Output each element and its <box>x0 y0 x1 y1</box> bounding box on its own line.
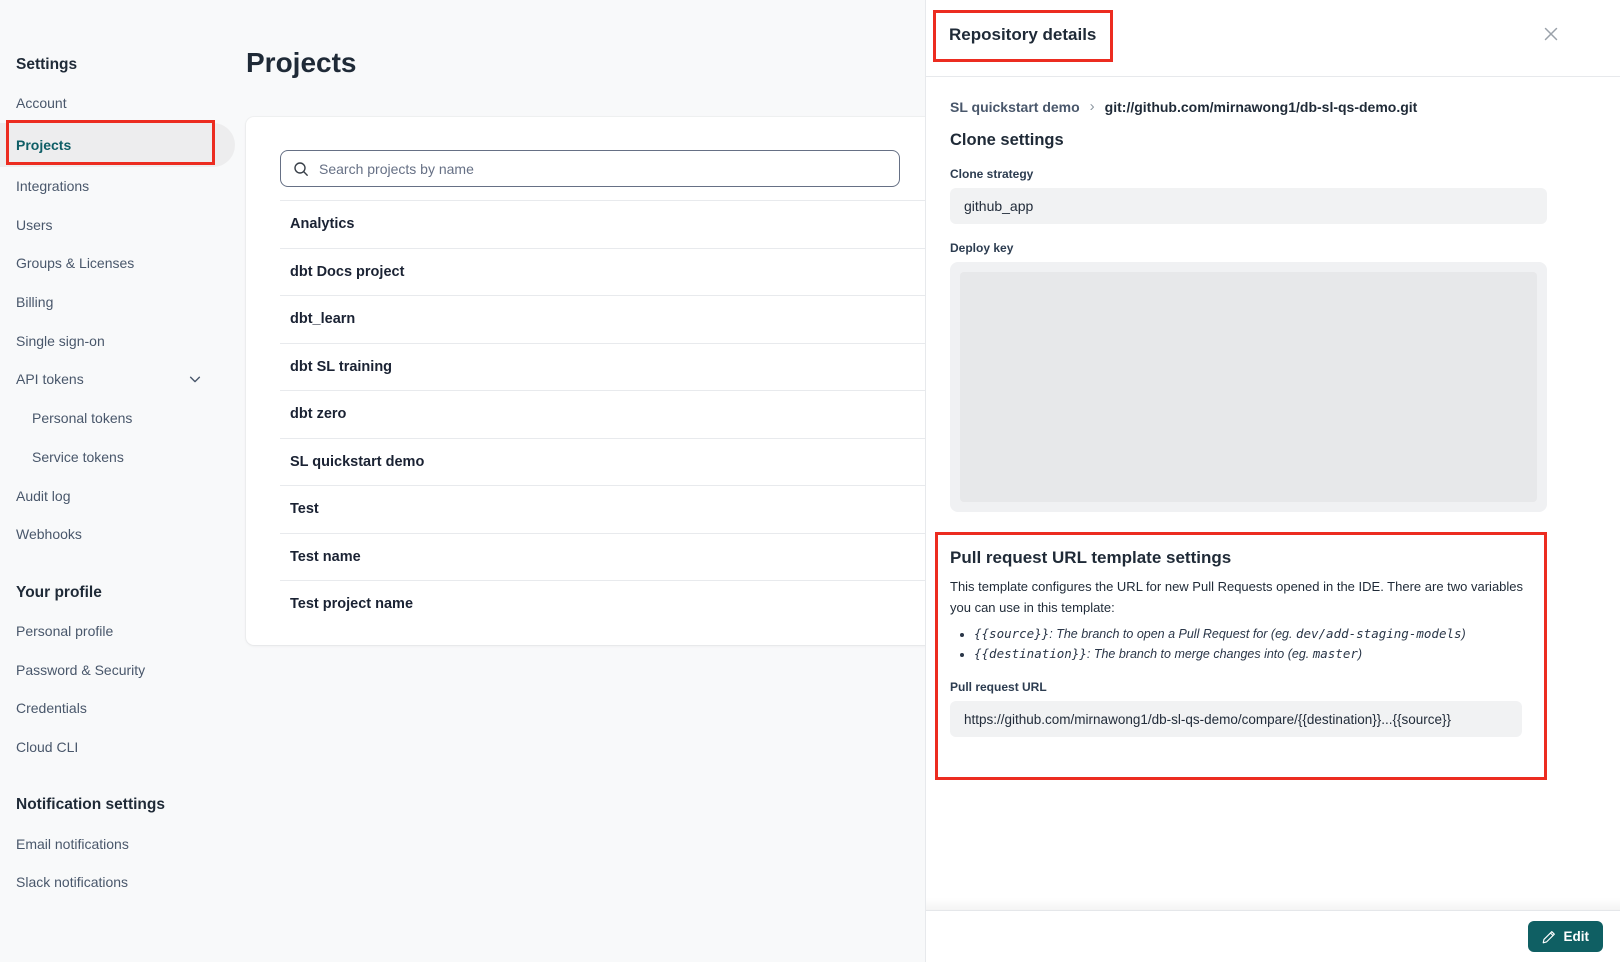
variable-code: {{source}} <box>974 625 1050 641</box>
sidebar-item-personal-tokens[interactable] <box>0 399 246 438</box>
sidebar-item-label: Service tokens <box>32 448 124 465</box>
pull-request-url-field: https://github.com/mirnawong1/db-sl-qs-demo/compare/{{destination}}...{{source}} <box>950 701 1522 737</box>
project-row[interactable]: SL quickstart demo <box>280 438 946 486</box>
sidebar-item-label: Projects <box>16 136 72 153</box>
project-row[interactable]: Test name <box>280 533 946 581</box>
sidebar-item-account[interactable] <box>0 84 246 123</box>
sidebar-item-service-tokens[interactable] <box>0 438 246 477</box>
deploy-key-field <box>950 262 1547 512</box>
repository-details-panel <box>925 0 1620 962</box>
breadcrumb <box>950 98 1547 115</box>
panel-title: Repository details <box>949 25 1097 44</box>
sidebar-item-single-sign-on[interactable] <box>0 321 246 360</box>
sidebar-item-label: Slack notifications <box>16 874 129 891</box>
breadcrumb-project[interactable]: SL quickstart demo <box>950 98 1080 115</box>
project-row[interactable]: Test project name <box>280 580 946 628</box>
variable-code: {{destination}} <box>974 645 1087 661</box>
sidebar-item-billing[interactable] <box>0 283 246 322</box>
pencil-icon <box>1542 930 1556 944</box>
sidebar-item-credentials[interactable] <box>0 689 246 728</box>
variable-description-suffix: ) <box>1461 626 1466 641</box>
variable-example: master <box>1312 645 1358 661</box>
sidebar-item-audit-log[interactable] <box>0 476 246 515</box>
template-variable-destination <box>974 644 1536 664</box>
project-row[interactable]: dbt_learn <box>280 295 946 343</box>
sidebar-item-label: Personal tokens <box>32 410 133 427</box>
clone-settings-heading: Clone settings <box>950 131 1064 149</box>
sidebar-item-label: API tokens <box>16 371 84 388</box>
sidebar-item-label: Cloud CLI <box>16 738 79 755</box>
project-row[interactable]: Analytics <box>280 200 946 248</box>
sidebar-item-label: Integrations <box>16 178 90 195</box>
sidebar-item-label: Password & Security <box>16 661 146 678</box>
projects-card <box>246 117 946 645</box>
annotation-box-pull-request-section <box>935 532 1547 780</box>
sidebar-item-slack-notifications[interactable] <box>0 863 246 902</box>
clone-strategy-label: Clone strategy <box>950 167 1034 181</box>
sidebar-item-users[interactable] <box>0 205 246 244</box>
search-icon <box>293 161 309 177</box>
sidebar-item-label: Groups & Licenses <box>16 255 135 272</box>
sidebar-item-email-notifications[interactable] <box>0 824 246 863</box>
project-row[interactable]: Test <box>280 485 946 533</box>
sidebar-heading-your-profile: Your profile <box>16 583 102 601</box>
sidebar-item-api-tokens[interactable] <box>0 360 246 399</box>
panel-footer <box>926 910 1620 962</box>
project-row[interactable]: dbt zero <box>280 390 946 438</box>
project-row[interactable]: dbt SL training <box>280 343 946 391</box>
variable-description-suffix: ) <box>1357 646 1363 661</box>
variable-description: : The branch to open a Pull Request for (eg. <box>1049 626 1296 641</box>
panel-header <box>926 0 1620 77</box>
chevron-down-icon <box>188 372 202 386</box>
sidebar-heading-settings: Settings <box>16 56 78 73</box>
deploy-key-label: Deploy key <box>950 241 1014 255</box>
sidebar-item-webhooks[interactable] <box>0 515 246 554</box>
sidebar-item-label: Account <box>16 95 67 112</box>
chevron-right-icon: › <box>1089 98 1095 115</box>
pull-request-description: This template configures the URL for new Pull Requests opened in the IDE. There are two variables you can use in this template: <box>950 579 1524 615</box>
sidebar-item-personal-profile[interactable] <box>0 612 246 651</box>
sidebar-item-integrations[interactable] <box>0 167 246 206</box>
sidebar-item-label: Webhooks <box>16 526 82 543</box>
sidebar-item-password-security[interactable] <box>0 650 246 689</box>
sidebar-item-label: Billing <box>16 294 54 311</box>
project-list <box>280 200 946 628</box>
sidebar-item-label: Audit log <box>16 487 71 504</box>
project-row[interactable]: dbt Docs project <box>280 248 946 296</box>
deploy-key-redacted-content <box>960 272 1537 502</box>
clone-strategy-field: github_app <box>950 188 1547 224</box>
sidebar-item-projects[interactable] <box>0 123 235 167</box>
sidebar-item-label: Email notifications <box>16 835 129 852</box>
edit-button[interactable] <box>1528 921 1604 952</box>
sidebar-heading-notification-settings: Notification settings <box>16 796 165 814</box>
variable-example: dev/add-staging-models <box>1295 625 1462 641</box>
sidebar-item-label: Single sign-on <box>16 332 105 349</box>
template-variable-source <box>974 624 1536 644</box>
sidebar-item-cloud-cli[interactable] <box>0 728 246 767</box>
sidebar-item-groups-licenses[interactable] <box>0 244 246 283</box>
sidebar-item-label: Credentials <box>16 700 87 717</box>
project-search <box>280 150 900 187</box>
panel-body <box>926 98 1620 780</box>
pull-request-url-label: Pull request URL <box>950 680 1047 695</box>
template-variables-list <box>950 624 1536 665</box>
settings-sidebar <box>0 0 246 962</box>
sidebar-item-label: Personal profile <box>16 622 114 639</box>
search-input[interactable] <box>309 161 899 177</box>
breadcrumb-repo-url: git://github.com/mirnawong1/db-sl-qs-demo.git <box>1104 98 1418 115</box>
variable-description: : The branch to merge changes into (eg. <box>1086 646 1313 661</box>
close-icon[interactable] <box>1542 25 1560 43</box>
page-title: Projects <box>246 47 357 78</box>
edit-button-label: Edit <box>1563 929 1589 944</box>
sidebar-item-label: Users <box>16 216 53 233</box>
annotation-box-repository-details <box>933 10 1113 62</box>
pull-request-settings-heading: Pull request URL template settings <box>950 548 1232 567</box>
